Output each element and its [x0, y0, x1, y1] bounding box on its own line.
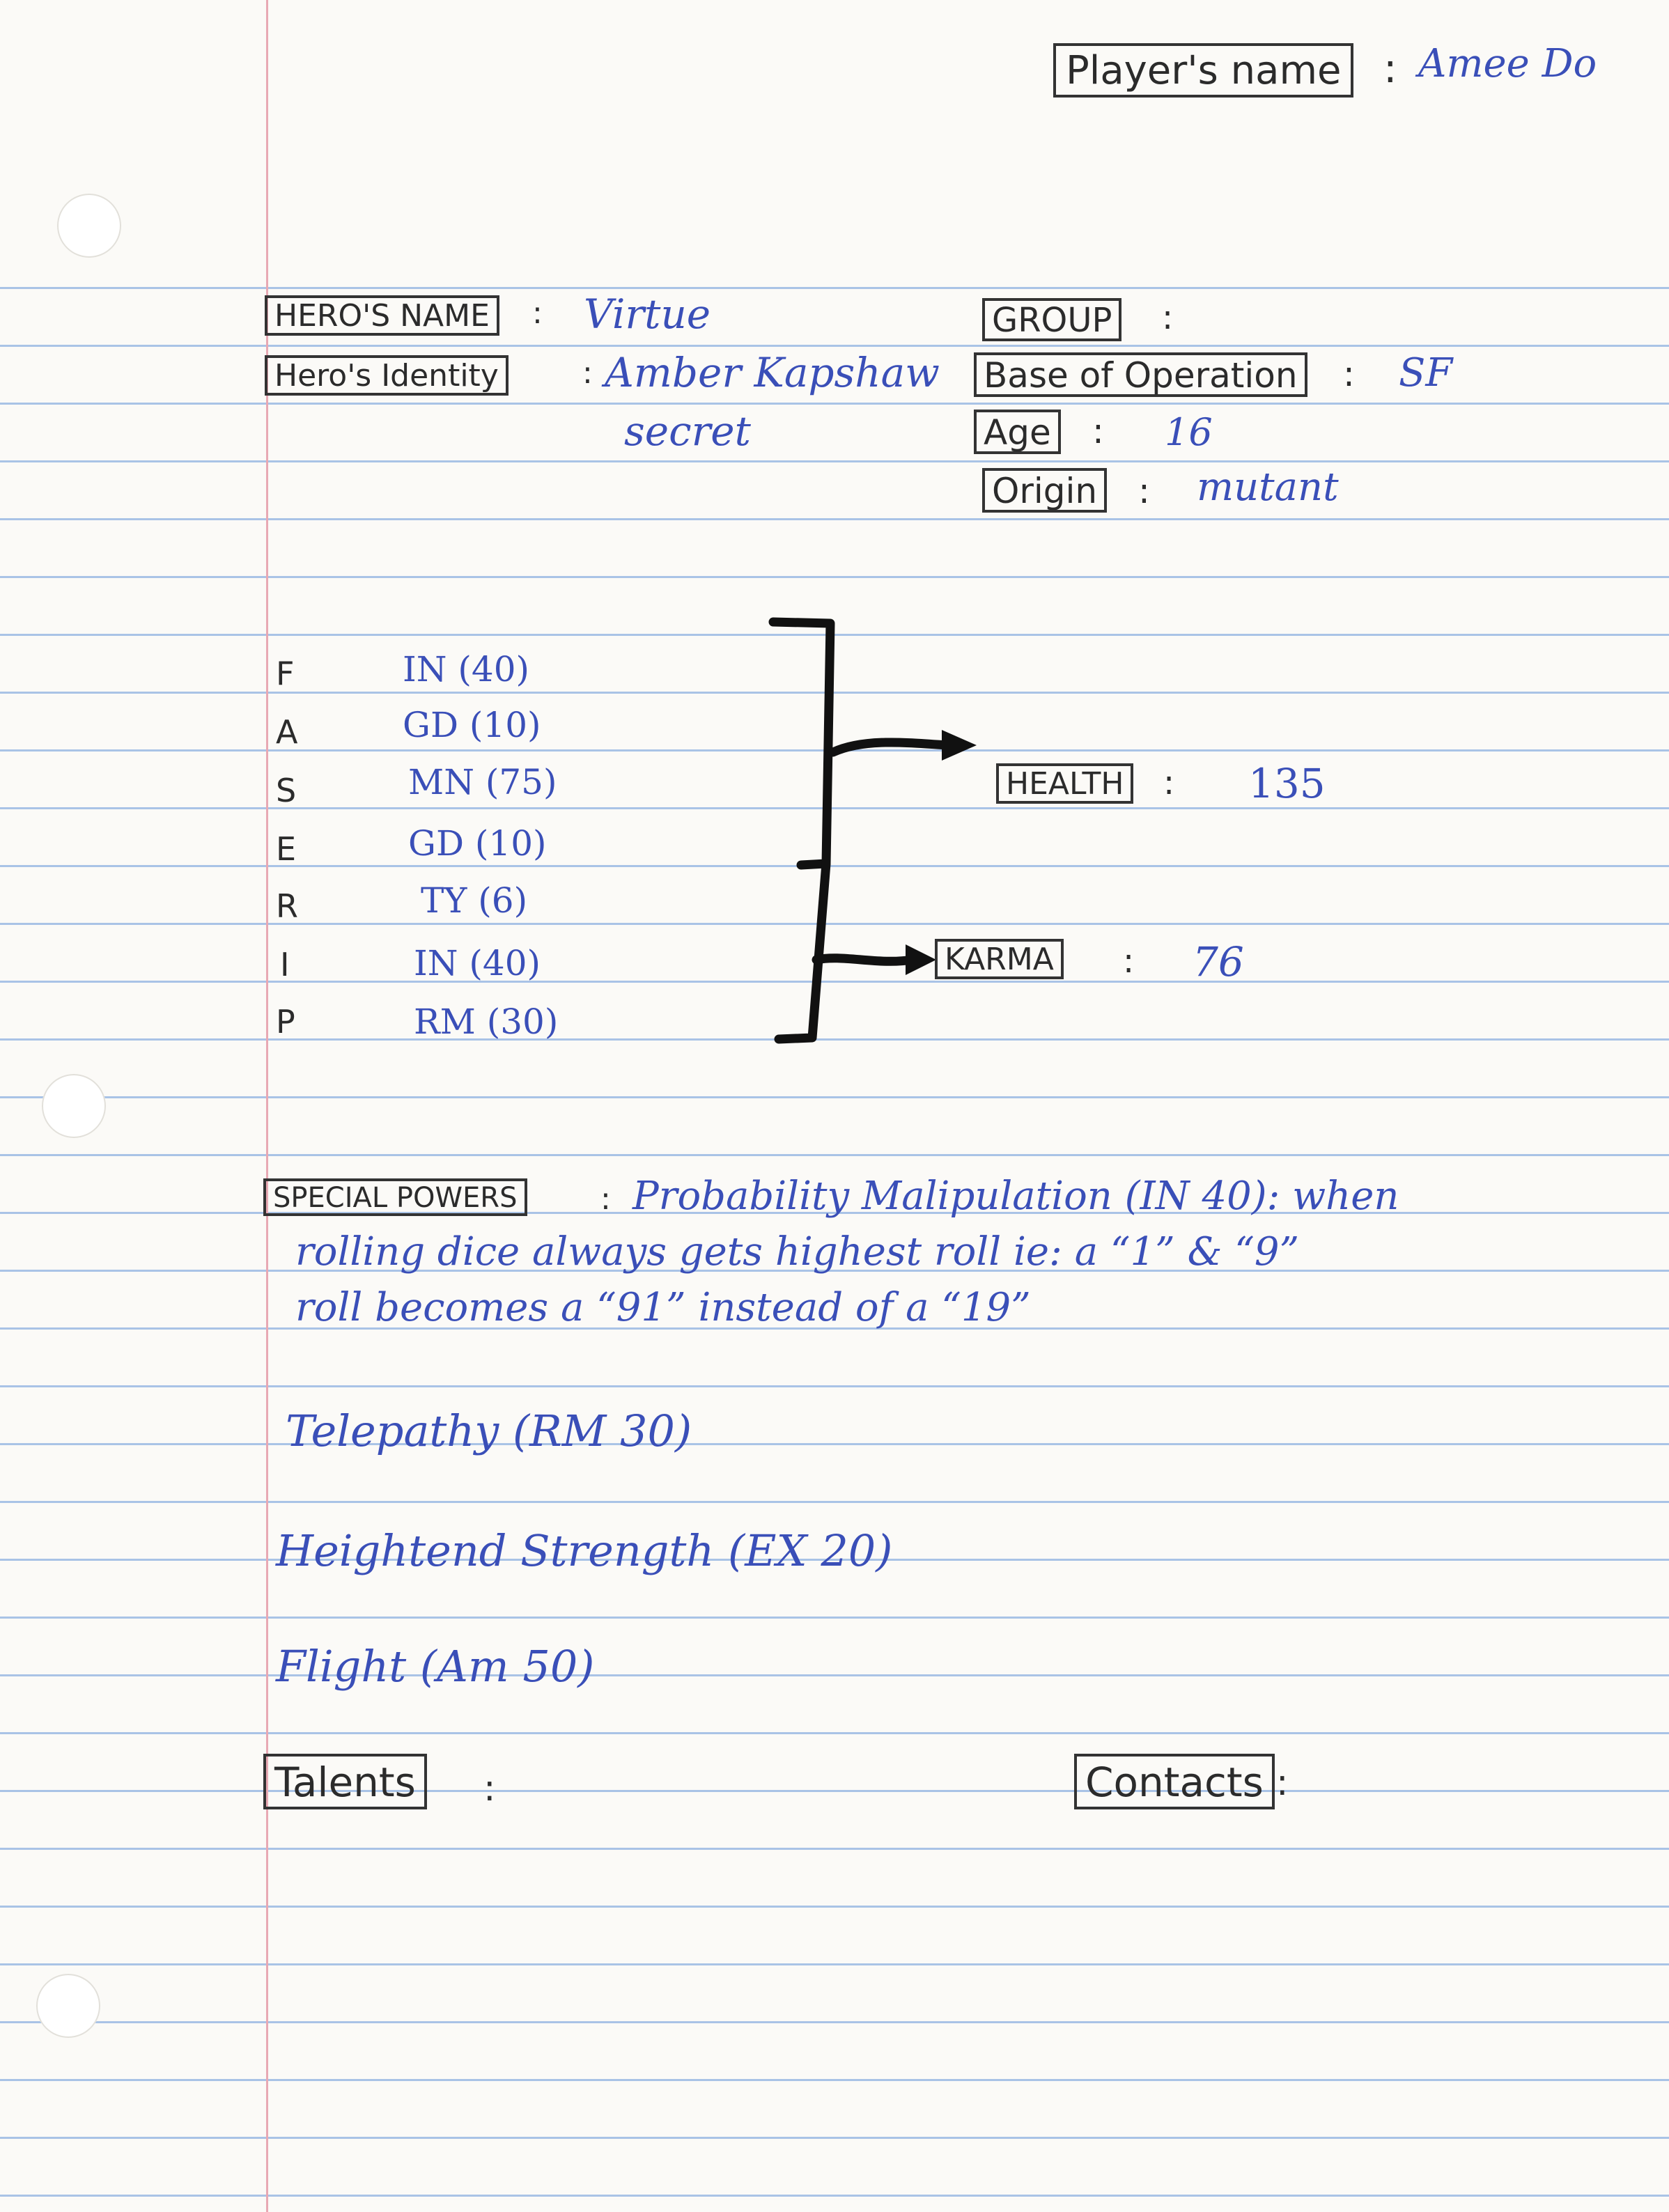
power-probability-line1: Probability Malipulation (IN 40): when	[632, 1174, 1399, 1219]
power-probability-line3: roll becomes a “91” instead of a “19”	[295, 1285, 1031, 1330]
karma-colon: :	[1123, 942, 1135, 981]
upper-bracket	[773, 622, 830, 865]
stat-rank-psyche: RM (30)	[414, 1002, 559, 1042]
talents-colon: :	[483, 1768, 496, 1809]
stat-letter-psyche: P	[276, 1003, 295, 1041]
player-name-colon: :	[1383, 45, 1397, 92]
health-arrow-shaft	[833, 742, 947, 752]
stat-letter-fighting: F	[276, 655, 295, 692]
special-powers-colon: :	[600, 1181, 611, 1217]
group-label: GROUP	[982, 298, 1121, 341]
special-powers-label: SPECIAL POWERS	[263, 1178, 527, 1216]
karma-value: 76	[1193, 938, 1244, 986]
age-colon: :	[1092, 411, 1104, 451]
stat-letter-strength: S	[276, 772, 297, 809]
stat-letter-reason: R	[276, 887, 298, 925]
stat-rank-agility: GD (10)	[403, 705, 541, 745]
power-heightened-strength: Heightend Strength (EX 20)	[276, 1525, 893, 1576]
base-label: Base of Operation	[974, 352, 1307, 397]
hero-name-value: Virtue	[584, 290, 711, 338]
age-label: Age	[974, 410, 1061, 454]
hero-identity-colon: :	[582, 355, 593, 391]
stat-letter-endurance: E	[276, 830, 297, 868]
hero-name-colon: :	[532, 295, 543, 331]
karma-label: KARMA	[935, 939, 1064, 979]
hero-identity-label: Hero's Identity	[265, 355, 509, 396]
power-flight: Flight (Am 50)	[276, 1641, 595, 1692]
talents-label: Talents	[263, 1754, 427, 1809]
health-value: 135	[1248, 760, 1326, 807]
origin-label: Origin	[982, 468, 1107, 513]
stat-rank-reason: TY (6)	[421, 880, 528, 921]
base-value: SF	[1399, 350, 1453, 396]
health-label: HEALTH	[996, 763, 1133, 804]
stat-rank-strength: MN (75)	[408, 762, 557, 802]
contacts-colon: :	[1276, 1762, 1289, 1804]
contacts-label: Contacts	[1074, 1754, 1275, 1809]
health-arrowhead	[942, 730, 977, 761]
stat-rank-intuition: IN (40)	[414, 943, 541, 983]
base-colon: :	[1343, 354, 1355, 394]
hero-name-label: HERO'S NAME	[265, 295, 499, 336]
stat-letter-agility: A	[276, 713, 298, 751]
lower-bracket	[779, 864, 826, 1039]
stat-rank-endurance: GD (10)	[408, 823, 547, 864]
health-colon: :	[1163, 763, 1175, 802]
stat-rank-fighting: IN (40)	[403, 649, 530, 690]
power-probability-line2: rolling dice always gets highest roll ie: a “1” & “9”	[295, 1229, 1300, 1275]
hero-identity-note: secret	[624, 407, 751, 455]
group-colon: :	[1162, 298, 1174, 337]
player-name-value: Amee Do	[1418, 41, 1597, 86]
karma-arrowhead	[906, 944, 936, 975]
power-telepathy: Telepathy (RM 30)	[286, 1405, 692, 1456]
origin-colon: :	[1138, 471, 1150, 511]
karma-arrow-shaft	[816, 958, 913, 962]
player-name-label: Player's name	[1053, 43, 1353, 98]
age-value: 16	[1165, 410, 1213, 454]
hero-identity-value: Amber Kapshaw	[605, 349, 940, 396]
stat-letter-intuition: I	[280, 946, 290, 983]
origin-value: mutant	[1197, 465, 1339, 510]
